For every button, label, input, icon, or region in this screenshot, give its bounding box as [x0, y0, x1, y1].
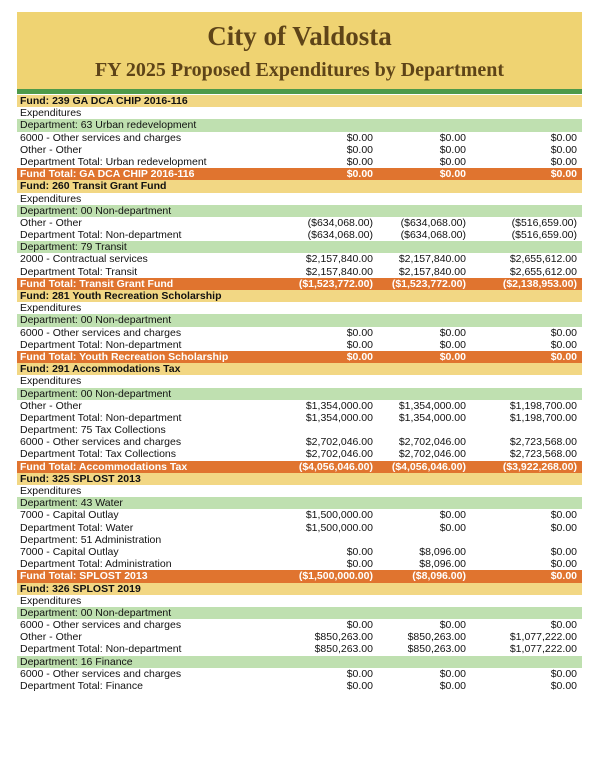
- table-row: [17, 144, 582, 156]
- amount-col-3: $0.00: [550, 667, 577, 680]
- amount-col-3: $1,077,222.00: [509, 631, 577, 644]
- row-label: Department Total: Tax Collections: [20, 448, 177, 461]
- fund-header-row: [17, 473, 582, 485]
- amount-col-3: $0.00: [550, 680, 577, 692]
- amount-col-1: $850,263.00: [314, 643, 373, 656]
- amount-col-1: ($1,523,772.00): [298, 277, 373, 290]
- amount-col-1: $2,702,046.00: [305, 436, 373, 449]
- fund-header-row: [17, 290, 582, 302]
- row-label: Fund Total: Youth Recreation Scholarship: [20, 350, 229, 363]
- row-label: Fund: 291 Accommodations Tax: [20, 363, 181, 376]
- table-row: [17, 631, 582, 643]
- amount-col-2: ($8,096.00): [412, 570, 466, 583]
- row-label: Fund Total: Accommodations Tax: [20, 460, 188, 473]
- amount-col-3: $0.00: [550, 155, 577, 168]
- row-label: Fund: 239 GA DCA CHIP 2016-116: [20, 95, 188, 107]
- row-label: Expenditures: [20, 594, 82, 607]
- table-row: [17, 680, 582, 692]
- amount-col-1: $0.00: [346, 667, 373, 680]
- table-row: [17, 253, 582, 265]
- department-row: [17, 314, 582, 326]
- row-label: Fund Total: SPLOST 2013: [20, 570, 148, 583]
- department-row: [17, 205, 582, 217]
- amount-col-1: $0.00: [346, 168, 373, 181]
- amount-col-2: $850,263.00: [407, 631, 466, 644]
- fund-header-row: [17, 180, 582, 192]
- row-label: Department: 63 Urban redevelopment: [20, 119, 197, 132]
- amount-col-3: $0.00: [550, 558, 577, 571]
- amount-col-1: $0.00: [346, 545, 373, 558]
- amount-col-3: $2,655,612.00: [509, 265, 577, 278]
- amount-col-3: $0.00: [550, 521, 577, 534]
- amount-col-3: ($3,922,268.00): [502, 460, 577, 473]
- row-label: Department Total: Non-department: [20, 229, 182, 242]
- row-label: Department: 00 Non-department: [20, 387, 172, 400]
- amount-col-1: $0.00: [346, 338, 373, 351]
- fund-total-row: [17, 168, 582, 180]
- table-row: [17, 327, 582, 339]
- table-row: [17, 375, 582, 387]
- row-label: Department: 51 Administration: [20, 533, 162, 546]
- amount-col-2: $0.00: [439, 168, 466, 181]
- amount-col-1: $0.00: [346, 350, 373, 363]
- amount-col-1: $1,500,000.00: [305, 521, 373, 534]
- department-row: [17, 119, 582, 131]
- department-row: [17, 388, 582, 400]
- row-label: Expenditures: [20, 107, 82, 120]
- row-label: Other - Other: [20, 143, 82, 156]
- amount-col-3: $2,723,568.00: [509, 436, 577, 449]
- table-row: [17, 400, 582, 412]
- row-label: Other - Other: [20, 399, 82, 412]
- header-divider: [17, 89, 582, 94]
- fund-total-row: [17, 570, 582, 582]
- row-label: Department Total: Non-department: [20, 338, 182, 351]
- amount-col-2: $2,157,840.00: [398, 265, 466, 278]
- amount-col-2: $1,354,000.00: [398, 399, 466, 412]
- page-subtitle: FY 2025 Proposed Expenditures by Department: [94, 59, 505, 81]
- amount-col-2: $0.00: [439, 143, 466, 156]
- row-label: 6000 - Other services and charges: [20, 131, 182, 144]
- fund-total-row: [17, 461, 582, 473]
- department-row: [17, 241, 582, 253]
- fund-header-row: [17, 95, 582, 107]
- amount-col-2: $0.00: [439, 619, 466, 632]
- table-row: [17, 448, 582, 460]
- row-label: Department Total: Transit: [20, 265, 138, 278]
- amount-col-1: $2,702,046.00: [305, 448, 373, 461]
- amount-col-1: $2,157,840.00: [305, 253, 373, 266]
- amount-col-3: $0.00: [550, 350, 577, 363]
- amount-col-2: $0.00: [439, 326, 466, 339]
- amount-col-2: $0.00: [439, 155, 466, 168]
- row-label: Fund: 325 SPLOST 2013: [20, 472, 141, 485]
- row-label: Department Total: Finance: [20, 680, 143, 692]
- table-row: [17, 534, 582, 546]
- row-label: Department Total: Water: [20, 521, 134, 534]
- amount-col-1: $1,354,000.00: [305, 411, 373, 424]
- amount-col-2: $1,354,000.00: [398, 411, 466, 424]
- amount-col-3: $0.00: [550, 326, 577, 339]
- amount-col-2: $2,702,046.00: [398, 448, 466, 461]
- table-row: [17, 424, 582, 436]
- table-row: [17, 558, 582, 570]
- amount-col-2: ($634,068.00): [400, 229, 466, 242]
- amount-col-3: $2,655,612.00: [509, 253, 577, 266]
- amount-col-3: $0.00: [550, 545, 577, 558]
- table-row: [17, 156, 582, 168]
- amount-col-3: $1,077,222.00: [509, 643, 577, 656]
- amount-col-3: $0.00: [550, 131, 577, 144]
- amount-col-3: $1,198,700.00: [509, 399, 577, 412]
- row-label: 6000 - Other services and charges: [20, 667, 182, 680]
- row-label: 7000 - Capital Outlay: [20, 509, 119, 522]
- table-row: [17, 107, 582, 119]
- amount-col-3: $0.00: [550, 619, 577, 632]
- row-label: 6000 - Other services and charges: [20, 436, 182, 449]
- fund-header-row: [17, 363, 582, 375]
- amount-col-1: $0.00: [346, 619, 373, 632]
- amount-col-1: $0.00: [346, 326, 373, 339]
- row-label: Department Total: Non-department: [20, 643, 182, 656]
- expenditures-table: [17, 95, 582, 692]
- amount-col-1: $850,263.00: [314, 631, 373, 644]
- row-label: Department Total: Administration: [20, 558, 172, 571]
- row-label: Department Total: Non-department: [20, 411, 182, 424]
- amount-col-2: ($4,056,046.00): [391, 460, 466, 473]
- table-row: [17, 668, 582, 680]
- amount-col-3: ($516,659.00): [511, 229, 577, 242]
- amount-col-2: $0.00: [439, 667, 466, 680]
- row-label: Fund: 281 Youth Recreation Scholarship: [20, 290, 222, 302]
- amount-col-1: $0.00: [346, 680, 373, 692]
- table-row: [17, 643, 582, 655]
- table-row: [17, 412, 582, 424]
- table-row: [17, 546, 582, 558]
- amount-col-2: $8,096.00: [419, 558, 466, 571]
- amount-col-1: $0.00: [346, 131, 373, 144]
- amount-col-3: $0.00: [550, 509, 577, 522]
- amount-col-2: $0.00: [439, 509, 466, 522]
- amount-col-2: $850,263.00: [407, 643, 466, 656]
- amount-col-3: $0.00: [550, 143, 577, 156]
- row-label: Expenditures: [20, 375, 82, 388]
- row-label: Other - Other: [20, 216, 82, 229]
- row-label: Department: 43 Water: [20, 497, 123, 510]
- amount-col-3: $1,198,700.00: [509, 411, 577, 424]
- row-label: 6000 - Other services and charges: [20, 619, 182, 632]
- table-row: [17, 339, 582, 351]
- table-row: [17, 302, 582, 314]
- amount-col-2: $0.00: [439, 521, 466, 534]
- fund-total-row: [17, 351, 582, 363]
- amount-col-3: $2,723,568.00: [509, 448, 577, 461]
- row-label: Expenditures: [20, 302, 82, 315]
- page-title: City of Valdosta: [207, 21, 392, 51]
- row-label: Fund: 326 SPLOST 2019: [20, 582, 141, 595]
- amount-col-1: $0.00: [346, 155, 373, 168]
- amount-col-3: $0.00: [550, 338, 577, 351]
- amount-col-3: ($2,138,953.00): [502, 277, 577, 290]
- amount-col-1: ($634,068.00): [307, 216, 373, 229]
- row-label: Department: 79 Transit: [20, 241, 127, 254]
- table-row: [17, 436, 582, 448]
- row-label: 2000 - Contractual services: [20, 253, 148, 266]
- table-row: [17, 619, 582, 631]
- row-label: Department: 00 Non-department: [20, 204, 172, 217]
- amount-col-1: ($634,068.00): [307, 229, 373, 242]
- row-label: Fund Total: Transit Grant Fund: [20, 277, 174, 290]
- row-label: Department Total: Urban redevelopment: [20, 155, 207, 168]
- amount-col-1: $0.00: [346, 558, 373, 571]
- table-row: [17, 522, 582, 534]
- row-label: 6000 - Other services and charges: [20, 326, 182, 339]
- amount-col-2: $0.00: [439, 680, 466, 692]
- department-row: [17, 497, 582, 509]
- row-label: 7000 - Capital Outlay: [20, 545, 119, 558]
- amount-col-1: ($1,500,000.00): [298, 570, 373, 583]
- table-row: [17, 132, 582, 144]
- amount-col-1: ($4,056,046.00): [298, 460, 373, 473]
- amount-col-1: $2,157,840.00: [305, 265, 373, 278]
- table-row: [17, 595, 582, 607]
- row-label: Expenditures: [20, 192, 82, 205]
- department-row: [17, 656, 582, 668]
- row-label: Department: 75 Tax Collections: [20, 424, 166, 437]
- amount-col-2: ($634,068.00): [400, 216, 466, 229]
- row-label: Expenditures: [20, 485, 82, 497]
- amount-col-3: ($516,659.00): [511, 216, 577, 229]
- fund-total-row: [17, 278, 582, 290]
- table-row: [17, 266, 582, 278]
- amount-col-2: $0.00: [439, 338, 466, 351]
- amount-col-2: $0.00: [439, 131, 466, 144]
- amount-col-1: $1,354,000.00: [305, 399, 373, 412]
- row-label: Department: 16 Finance: [20, 655, 133, 668]
- table-row: [17, 229, 582, 241]
- amount-col-2: $8,096.00: [419, 545, 466, 558]
- table-row: [17, 193, 582, 205]
- amount-col-1: $0.00: [346, 143, 373, 156]
- table-row: [17, 485, 582, 497]
- table-row: [17, 509, 582, 521]
- amount-col-2: $2,702,046.00: [398, 436, 466, 449]
- row-label: Department: 00 Non-department: [20, 314, 172, 327]
- amount-col-3: $0.00: [550, 168, 577, 181]
- row-label: Other - Other: [20, 631, 82, 644]
- amount-col-3: $0.00: [550, 570, 577, 583]
- amount-col-2: ($1,523,772.00): [391, 277, 466, 290]
- department-row: [17, 607, 582, 619]
- amount-col-2: $2,157,840.00: [398, 253, 466, 266]
- amount-col-2: $0.00: [439, 350, 466, 363]
- page-header: [17, 12, 582, 89]
- row-label: Fund: 260 Transit Grant Fund: [20, 180, 167, 193]
- row-label: Department: 00 Non-department: [20, 606, 172, 619]
- row-label: Fund Total: GA DCA CHIP 2016-116: [20, 168, 195, 181]
- table-row: [17, 217, 582, 229]
- fund-header-row: [17, 583, 582, 595]
- amount-col-1: $1,500,000.00: [305, 509, 373, 522]
